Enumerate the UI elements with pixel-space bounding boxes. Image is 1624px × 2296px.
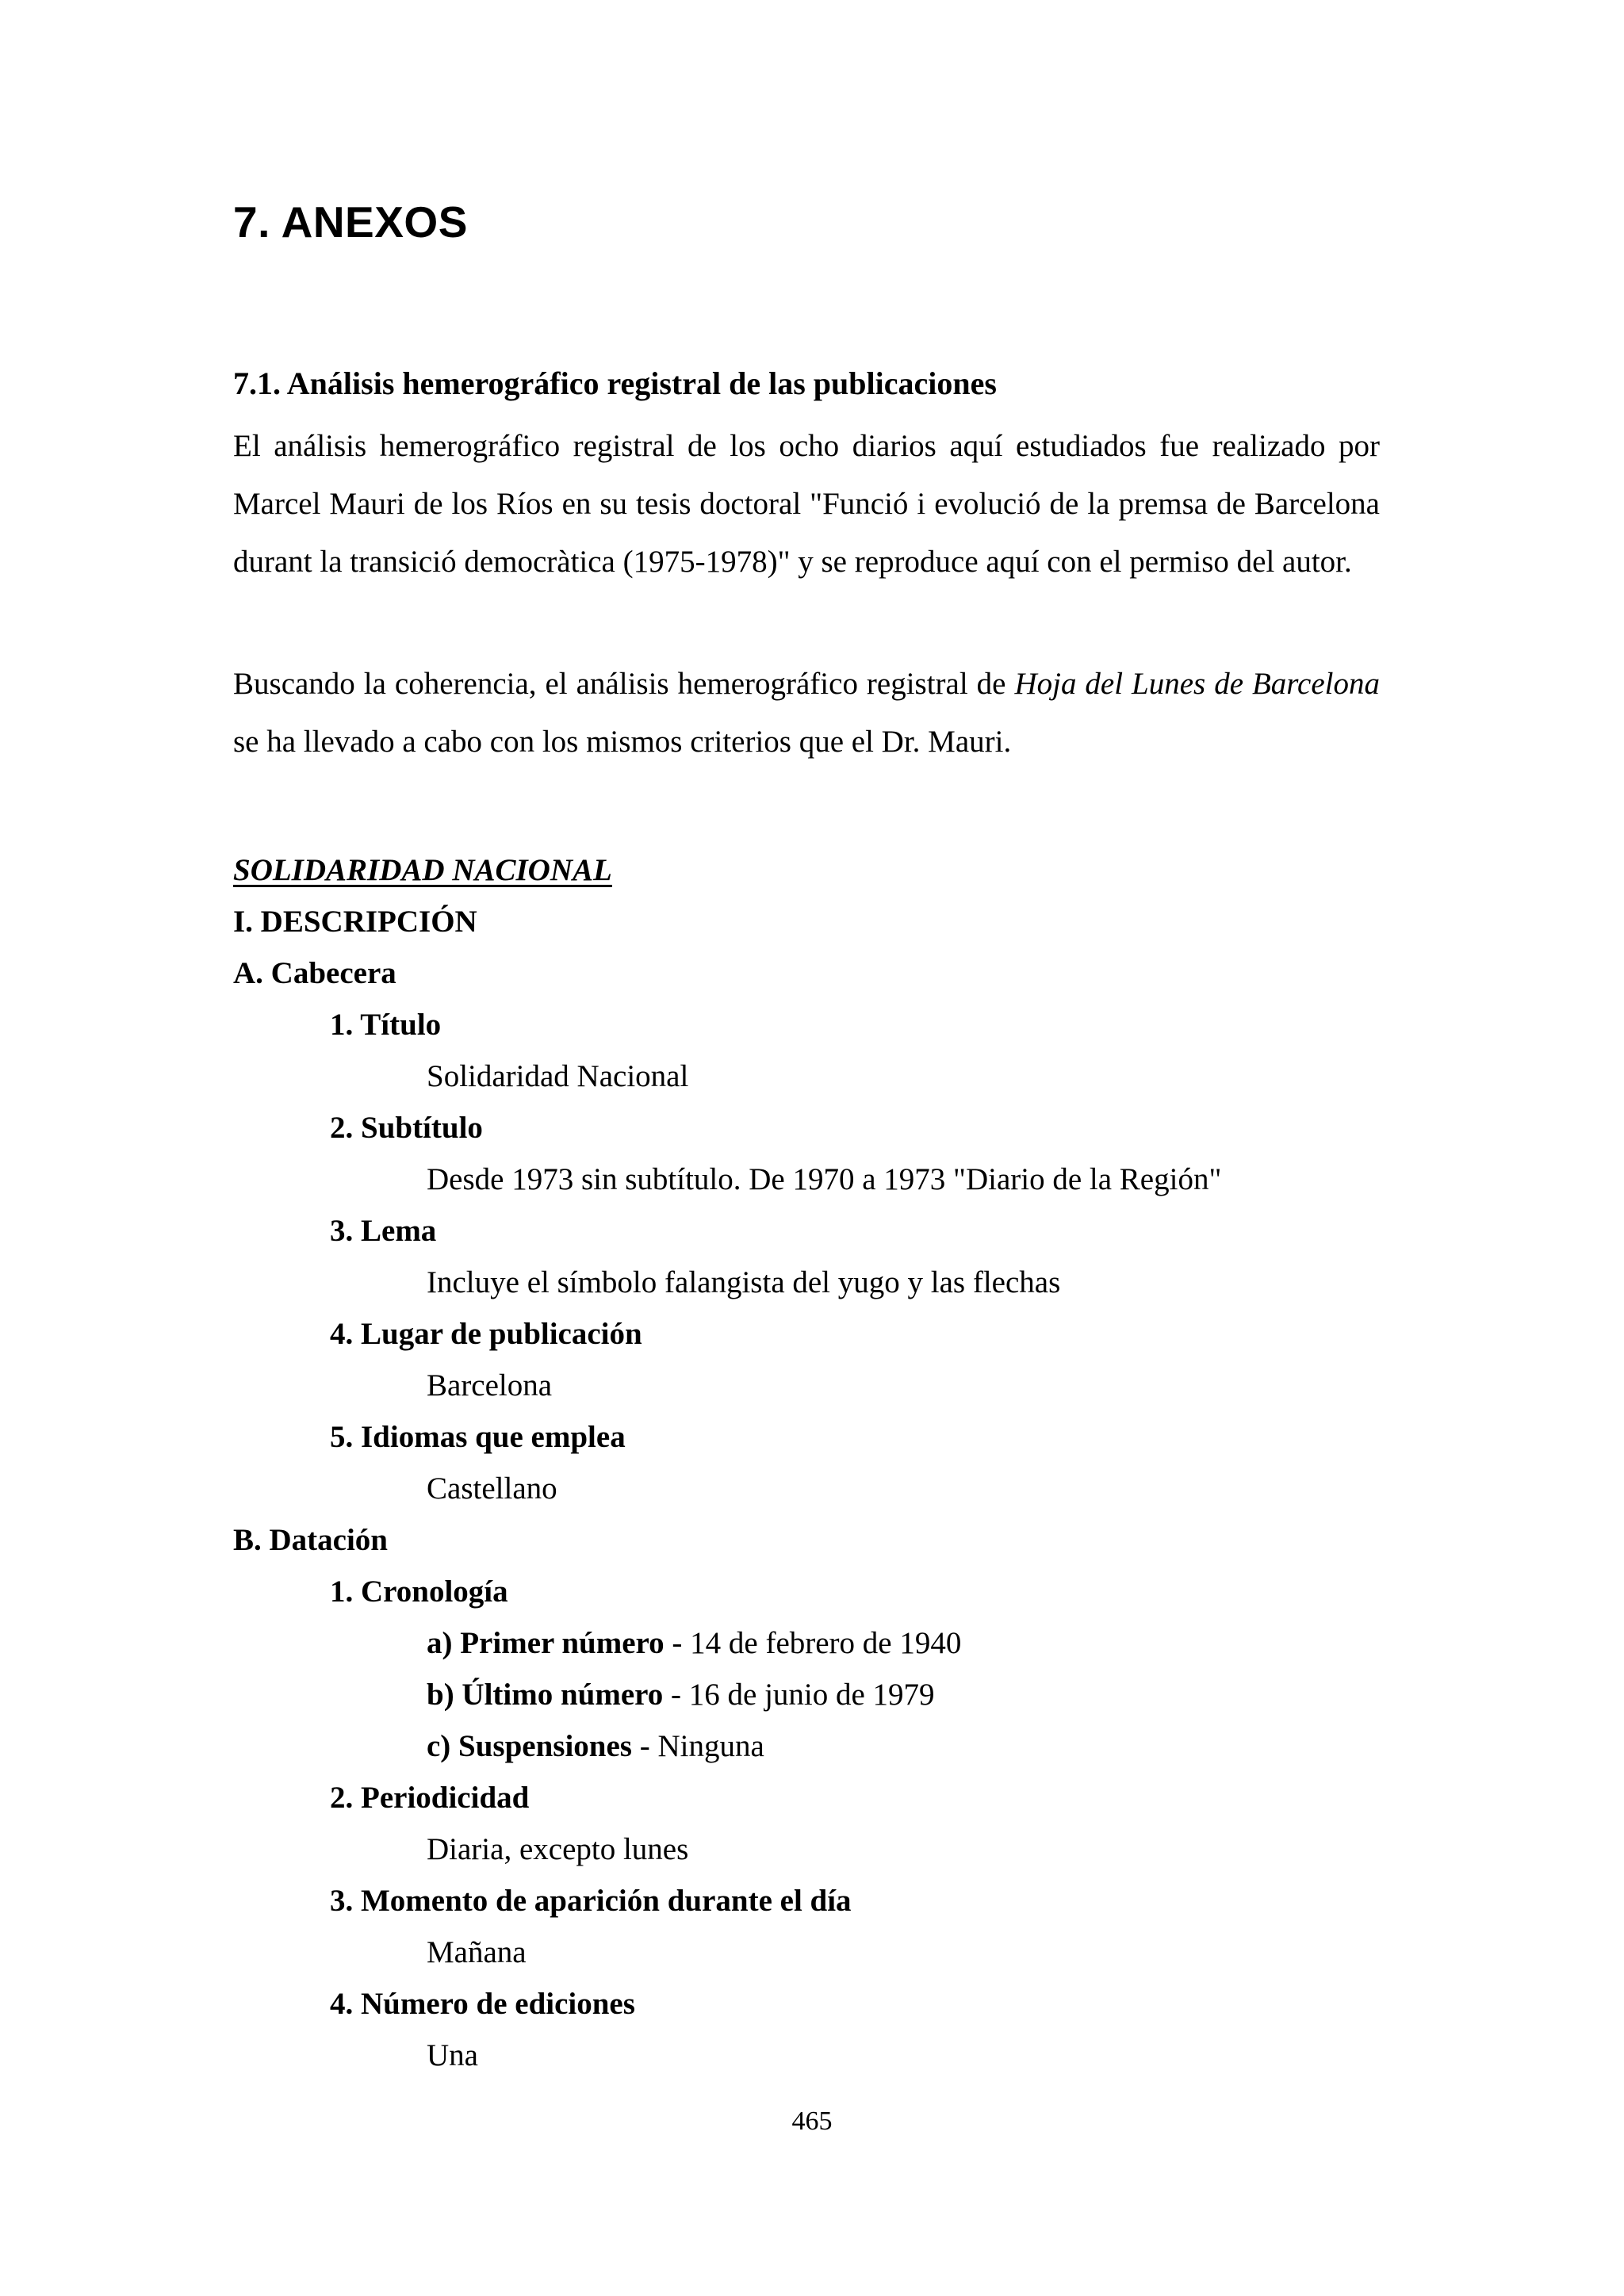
page-number: 465 [791, 2107, 833, 2136]
section-title: 7.1. Análisis hemerográfico registral de las publicaciones [233, 365, 997, 401]
section-heading-cabecera: A. Cabecera [233, 956, 396, 990]
cronologia-entry [427, 1724, 764, 1769]
section-heading-datacion: B. Datación [233, 1523, 388, 1557]
chapter-title: 7. ANEXOS [233, 197, 468, 247]
item-value-periodicidad: Diaria, excepto lunes [427, 1832, 689, 1866]
item-label-lema: 3. Lema [330, 1214, 437, 1248]
item-value-lema: Incluye el símbolo falangista del yugo y las flechas [427, 1265, 1061, 1299]
item-label-momento: 3. Momento de aparición durante el día [330, 1884, 852, 1918]
item-label-idiomas: 5. Idiomas que emplea [330, 1420, 626, 1454]
cronologia-entry-key: b) Último número [427, 1678, 664, 1712]
intro-paragraph-2-text-b: se ha llevado a cabo con los mismos criterios que el Dr. Mauri. [233, 725, 1012, 759]
item-label-ediciones: 4. Número de ediciones [330, 1987, 635, 2021]
cronologia-entry-value: - 14 de febrero de 1940 [664, 1626, 962, 1660]
cronologia-entry [427, 1673, 935, 1717]
item-value-idiomas: Castellano [427, 1471, 557, 1506]
item-value-titulo: Solidaridad Nacional [427, 1059, 689, 1093]
cronologia-entry-value: - 16 de junio de 1979 [663, 1678, 935, 1712]
part-heading-descripcion: I. DESCRIPCIÓN [233, 905, 477, 939]
cronologia-entry [427, 1621, 961, 1666]
intro-paragraph-2 [233, 655, 1380, 771]
newspaper-name: SOLIDARIDAD NACIONAL [233, 853, 612, 887]
cronologia-entry-value: - Ninguna [631, 1729, 764, 1763]
item-label-titulo: 1. Título [330, 1008, 442, 1042]
item-value-subtitulo: Desde 1973 sin subtítulo. De 1970 a 1973 "Diario de la Región" [427, 1162, 1222, 1196]
intro-paragraph-1: El análisis hemerográfico registral de los ocho diarios aquí estudiados fue realizado por Marcel Mauri de los Ríos en su tesis doctoral "Funció i evolució de la premsa de Barcelona durant la transició democràtica (1975-1978)" y se reproduce aquí con el permiso del autor. [233, 429, 1380, 579]
item-label-periodicidad: 2. Periodicidad [330, 1781, 530, 1815]
item-label-subtitulo: 2. Subtítulo [330, 1111, 483, 1145]
publication-name-italic: Hoja del Lunes de Barcelona [1014, 667, 1380, 701]
item-label-cronologia: 1. Cronología [330, 1575, 508, 1609]
intro-paragraph-2-text-a: Buscando la coherencia, el análisis hemerográfico registral de [233, 667, 1015, 701]
cronologia-entry-key: a) Primer número [427, 1626, 665, 1660]
item-label-lugar: 4. Lugar de publicación [330, 1317, 642, 1351]
item-value-momento: Mañana [427, 1935, 527, 1969]
item-value-ediciones: Una [427, 2038, 478, 2072]
cronologia-entry-key: c) Suspensiones [427, 1729, 632, 1763]
item-value-lugar: Barcelona [427, 1368, 553, 1402]
